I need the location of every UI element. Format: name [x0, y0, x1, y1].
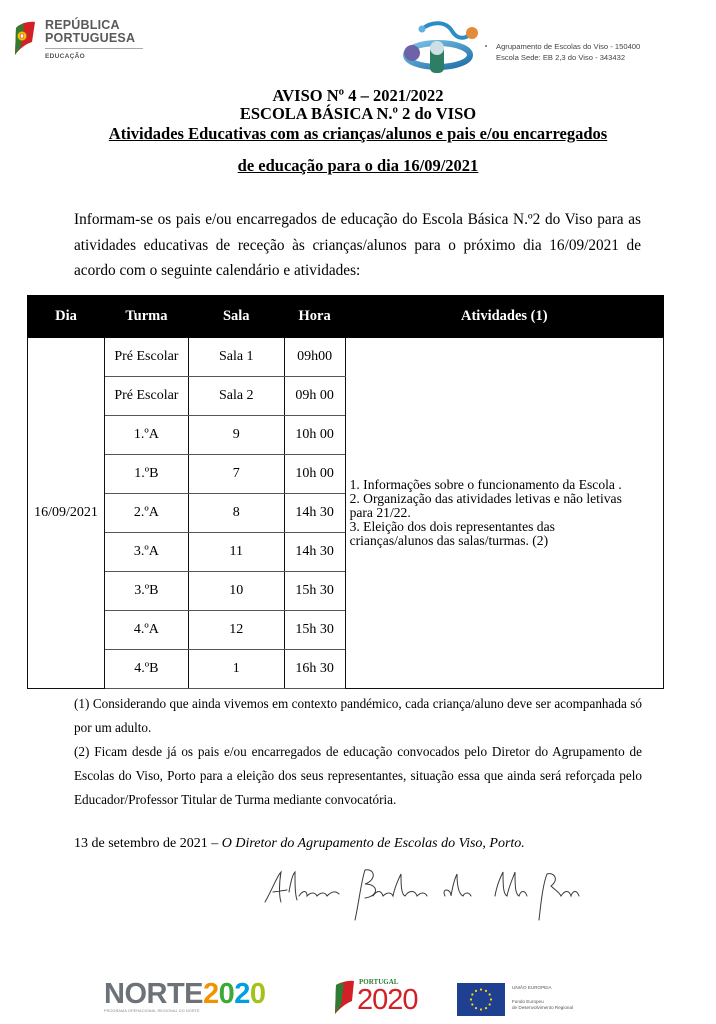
hora-cell: 09h00: [284, 338, 345, 377]
republica-portuguesa-logo: [12, 18, 162, 68]
eu-star-icon: [489, 993, 491, 995]
hora-cell: 14h 30: [284, 494, 345, 533]
turma-cell: 3.ºA: [104, 533, 188, 572]
hora-cell: 09h 00: [284, 377, 345, 416]
norte-year-digit: 0: [218, 978, 235, 1010]
header-dia: Dia: [28, 296, 105, 338]
portugal-flag-icon: [333, 979, 355, 1015]
sala-cell: Sala 1: [188, 338, 284, 377]
day-cell: 16/09/2021: [28, 338, 105, 689]
gov-logo-line1: REPÚBLICA: [45, 18, 120, 32]
eu-line2: Fundo Europeu: [512, 999, 544, 1004]
norte-word: NORTE: [104, 978, 203, 1010]
turma-cell: 4.ºA: [104, 611, 188, 650]
intro-paragraph: Informam-se os pais e/ou encarregados de educação do Escola Básica N.º2 do Viso para as atividades educativas de receção às crianças/alunos para o próximo dia 16/09/2021 de acordo com o seguinte calendário e atividades:: [74, 211, 641, 279]
header-turma: Turma: [104, 296, 188, 338]
norte-subtitle: PROGRAMA OPERACIONAL REGIONAL DO NORTE: [104, 1009, 200, 1013]
school-group-line1: Agrupamento de Escolas do Viso - 150400: [496, 42, 641, 51]
sala-cell: 12: [188, 611, 284, 650]
eu-star-icon: [485, 990, 487, 992]
hora-cell: 14h 30: [284, 533, 345, 572]
signoff-date: 13 de setembro de 2021 –: [74, 836, 222, 851]
title-block: [0, 87, 716, 175]
sala-cell: Sala 2: [188, 377, 284, 416]
eu-star-icon: [489, 1003, 491, 1005]
sala-cell: 9: [188, 416, 284, 455]
turma-cell: Pré Escolar: [104, 377, 188, 416]
header-hora: Hora: [284, 296, 345, 338]
activity-line: 1. Informações sobre o funcionamento da Escola .: [349, 477, 622, 492]
footnote-2: (2) Ficam desde já os pais e/ou encarregados de educação convocados pelo Diretor do Agrupamento de Escolas do Viso, Porto para a eleição dos seus representantes, situação essa que ainda será reforçada pelo Educador/Professor Titular de Turma mediante convocatória.: [74, 744, 642, 807]
activity-line: crianças/alunos das salas/turmas. (2): [349, 533, 549, 548]
schedule-table: [27, 295, 664, 689]
activity-line: 3. Eleição dos dois representantes das: [349, 519, 555, 534]
eu-line1: UNIÃO EUROPEIA: [512, 985, 552, 990]
turma-cell: 3.ºB: [104, 572, 188, 611]
norte-year-digit: 2: [234, 978, 250, 1010]
signoff-role: O Diretor do Agrupamento de Escolas do Viso, Porto.: [221, 836, 525, 851]
director-signature: [255, 862, 585, 922]
sala-cell: 1: [188, 650, 284, 689]
hora-cell: 10h 00: [284, 455, 345, 494]
norte-year: [203, 978, 266, 1010]
norte-year-digit: 2: [203, 978, 219, 1010]
school-group-info: [496, 42, 640, 63]
eu-flag-icon: [457, 983, 505, 1016]
eu-star-icon: [470, 998, 472, 1000]
hora-cell: 10h 00: [284, 416, 345, 455]
portugal2020-logo: [333, 977, 443, 1017]
eu-fund-text: [512, 985, 573, 1011]
sala-cell: 11: [188, 533, 284, 572]
eu-star-icon: [490, 998, 492, 1000]
header-sala: Sala: [188, 296, 284, 338]
table-row: [28, 338, 664, 377]
eu-line3: de Desenvolvimento Regional: [512, 1005, 574, 1010]
hora-cell: 15h 30: [284, 611, 345, 650]
table-header-row: [28, 296, 664, 338]
hora-cell: 16h 30: [284, 650, 345, 689]
turma-cell: 1.ºA: [104, 416, 188, 455]
turma-cell: 4.ºB: [104, 650, 188, 689]
norte2020-logo: [104, 980, 266, 1013]
sala-cell: 7: [188, 455, 284, 494]
subject-line1: Atividades Educativas com as crianças/alunos e pais e/ou encarregados: [108, 124, 608, 143]
notice-title: AVISO Nº 4 – 2021/2022: [272, 86, 444, 105]
school-name: ESCOLA BÁSICA N.º 2 do VISO: [239, 104, 477, 123]
eu-star-icon: [471, 1003, 473, 1005]
gov-logo-line2: PORTUGUESA: [45, 31, 136, 45]
eu-star-icon: [475, 990, 477, 992]
turma-cell: 2.ºA: [104, 494, 188, 533]
turma-cell: Pré Escolar: [104, 338, 188, 377]
activity-line: para 21/22.: [349, 505, 411, 520]
eu-star-icon: [471, 993, 473, 995]
signoff: [74, 836, 525, 852]
activity-line: 2. Organização das atividades letivas e não letivas: [349, 491, 622, 506]
sala-cell: 8: [188, 494, 284, 533]
subject-line2: de educação para o dia 16/09/2021: [237, 156, 479, 175]
school-group-line2: Escola Sede: EB 2,3 do Viso - 343432: [496, 52, 626, 62]
portugal2020-year: 2020: [357, 984, 418, 1016]
eu-star-icon: [480, 1008, 482, 1010]
school-group-logo-icon: [402, 15, 482, 77]
eu-star-icon: [485, 1007, 487, 1009]
portugal-emblem-icon: [12, 20, 36, 56]
header-atividades: Atividades (1): [345, 296, 663, 338]
activities-cell: [345, 338, 663, 689]
footnotes: [74, 692, 642, 812]
sala-cell: 10: [188, 572, 284, 611]
separator-dot: [485, 45, 487, 47]
hora-cell: 15h 30: [284, 572, 345, 611]
gov-logo-subtitle: EDUCAÇÃO: [45, 53, 85, 60]
turma-cell: 1.ºB: [104, 455, 188, 494]
gov-logo-divider: [45, 48, 143, 49]
eu-star-icon: [475, 1007, 477, 1009]
footnote-1: (1) Considerando que ainda vivemos em contexto pandémico, cada criança/aluno deve ser acompanhada só por um adulto.: [74, 696, 642, 735]
portugal2020-label: PORTUGAL: [359, 978, 399, 986]
eu-star-icon: [480, 988, 482, 990]
norte-year-digit: 0: [249, 978, 266, 1010]
